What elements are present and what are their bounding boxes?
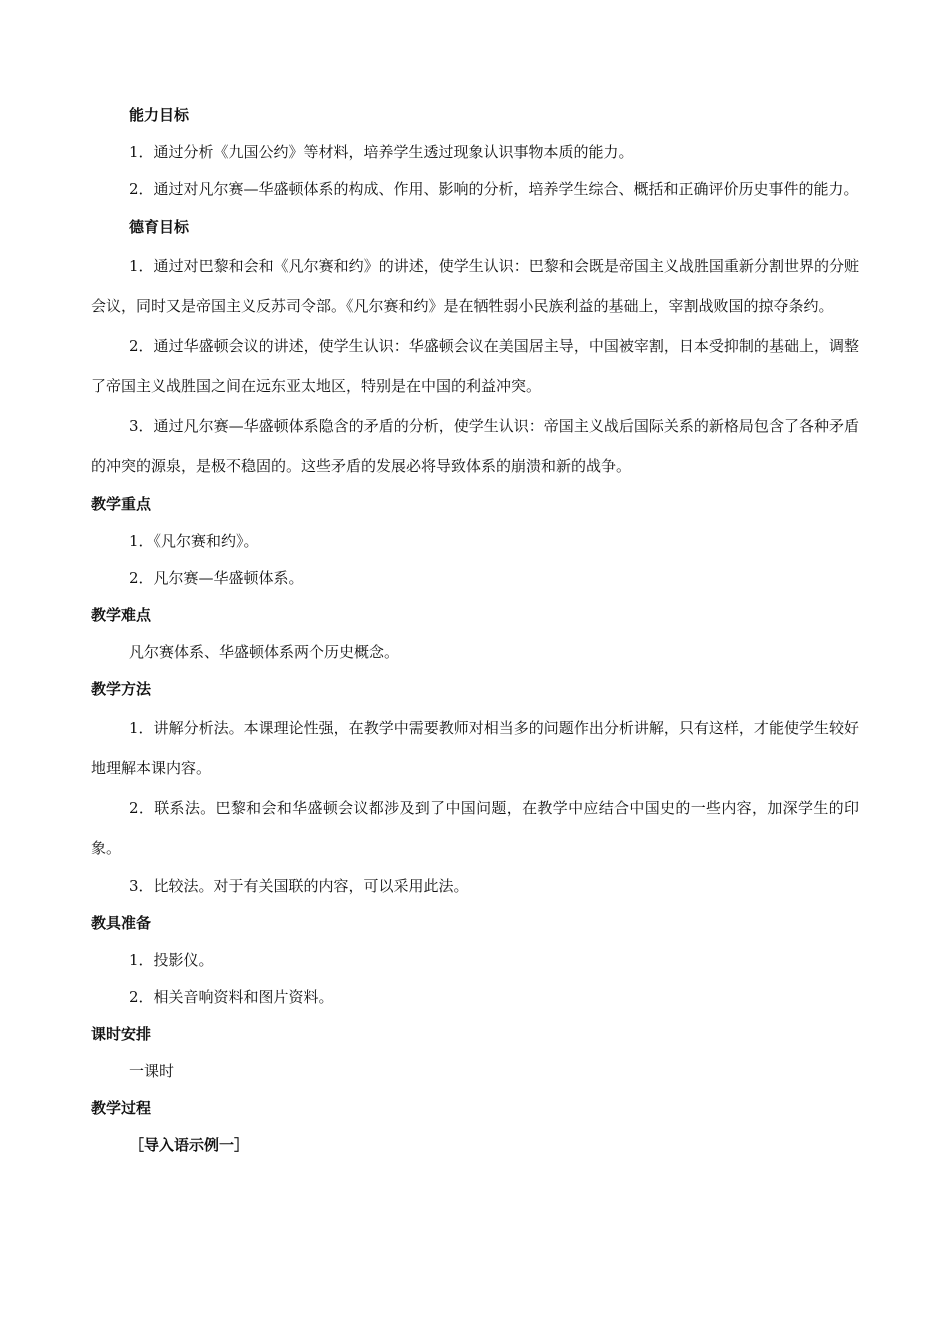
method-item-3: 3．比较法。对于有关国联的内容，可以采用此法。 [129,877,469,895]
tool-item-1: 1．投影仪。 [129,951,214,969]
moral-item-3: 3．通过凡尔赛—华盛顿体系隐含的矛盾的分析，使学生认识：帝国主义战后国际关系的新格局包含了各种矛盾的冲突的源泉，是极不稳固的。这些矛盾的发展必将导致体系的崩溃和新的战争。 [91,417,859,475]
section-heading-moral: 德育目标 [129,218,190,236]
key-point-item-2: 2．凡尔赛—华盛顿体系。 [129,569,304,587]
section-heading-schedule: 课时安排 [91,1025,152,1043]
method-item-1: 1．讲解分析法。本课理论性强，在教学中需要教师对相当多的问题作出分析讲解，只有这样，才能使学生较好地理解本课内容。 [91,719,859,777]
tool-item-2: 2．相关音响资料和图片资料。 [129,988,334,1006]
section-heading-tools: 教具准备 [91,914,152,932]
document-page [91,97,859,1164]
method-item-2: 2．联系法。巴黎和会和华盛顿会议都涉及到了中国问题，在教学中应结合中国史的一些内容，加深学生的印象。 [91,799,859,857]
schedule-item-1: 一课时 [129,1062,175,1080]
ability-item-2: 2．通过对凡尔赛—华盛顿体系的构成、作用、影响的分析，培养学生综合、概括和正确评价历史事件的能力。 [129,180,859,198]
difficulty-item-1: 凡尔赛体系、华盛顿体系两个历史概念。 [129,643,400,661]
moral-item-1: 1．通过对巴黎和会和《凡尔赛和约》的讲述，使学生认识：巴黎和会既是帝国主义战胜国重新分割世界的分赃会议，同时又是帝国主义反苏司令部。《凡尔赛和约》是在牺牲弱小民族利益的基础上，宰割战败国的掠夺条约。 [91,257,859,315]
section-heading-process: 教学过程 [91,1099,152,1117]
ability-item-1: 1．通过分析《九国公约》等材料，培养学生透过现象认识事物本质的能力。 [129,143,634,161]
moral-item-2: 2．通过华盛顿会议的讲述，使学生认识：华盛顿会议在美国居主导，中国被宰割，日本受抑制的基础上，调整了帝国主义战胜国之间在远东亚太地区，特别是在中国的利益冲突。 [91,337,859,395]
section-heading-difficulties: 教学难点 [91,606,152,624]
key-point-item-1: 1．《凡尔赛和约》。 [129,532,259,550]
section-heading-key-points: 教学重点 [91,495,152,513]
process-item-1: ［导入语示例一］ [129,1136,250,1154]
section-heading-ability: 能力目标 [129,106,190,124]
section-heading-methods: 教学方法 [91,680,152,698]
